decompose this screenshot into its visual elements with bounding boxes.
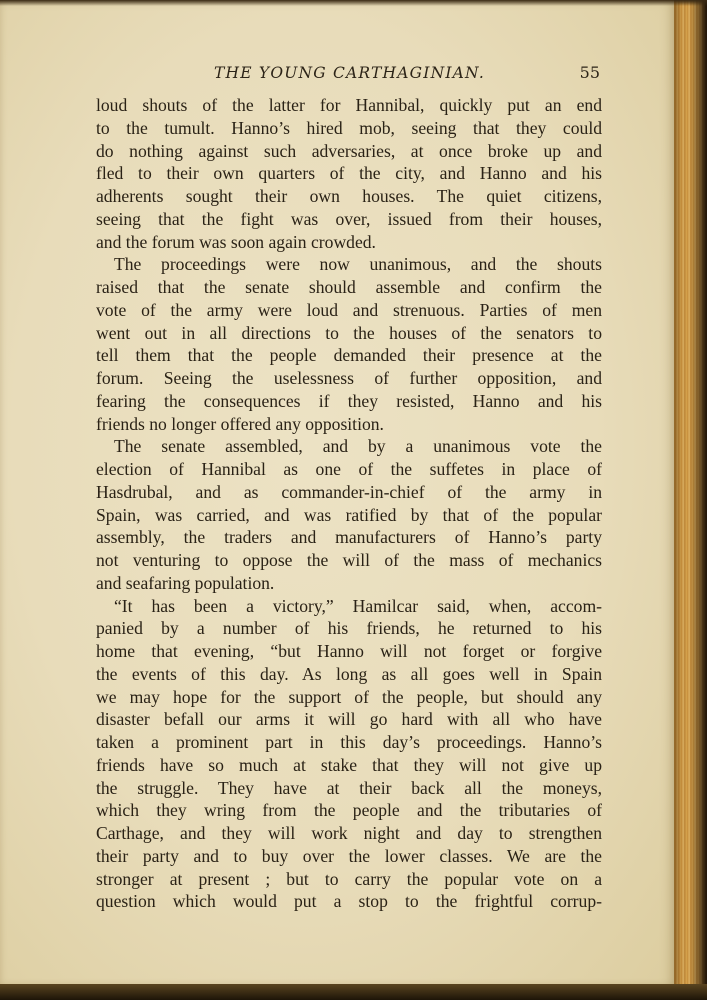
text-line: friends no longer offered any opposition. (96, 413, 384, 434)
text-line: their party and to buy over the lower classes. We are the (96, 845, 602, 866)
text-line: taken a prominent part in this day’s proceedings. Hanno’s (96, 732, 602, 752)
bottom-edge (0, 984, 707, 1000)
text-line: do nothing against such adversaries, at once broke up and (96, 140, 602, 161)
text-line: adherents sought their own houses. The quiet citizens, (96, 186, 602, 206)
page-number: 55 (579, 63, 600, 82)
text-line: the events of this day. As long as all goes well in Spain (96, 663, 602, 684)
binding-shadow (690, 0, 707, 1000)
text-line: not venturing to oppose the will of the mass of mechanics (96, 550, 602, 570)
text-line: stronger at present ; but to carry the popular vote on a (96, 868, 602, 889)
text-line: fearing the consequences if they resisted, Hanno and his (96, 390, 602, 411)
text-line: disaster befall our arms it will go hard with all who have (96, 709, 602, 730)
text-line: went out in all directions to the houses of the senators to (96, 322, 602, 343)
text-line: “It has been a victory,” Hamilcar said, when, accom- (114, 595, 602, 616)
text-line: Hasdrubal, and as commander-in-chief of the army in (96, 481, 602, 502)
text-line: to the tumult. Hanno’s hired mob, seeing that they could (96, 117, 602, 138)
text-line: forum. Seeing the uselessness of further opposition, and (96, 368, 602, 388)
text-line: Carthage, and they will work night and day to strengthen (96, 823, 602, 843)
text-line: Spain, was carried, and was ratified by that of the popular (96, 504, 602, 525)
page-header (96, 62, 602, 90)
text-line: and the forum was soon again crowded. (96, 231, 376, 252)
text-line: and seafaring population. (96, 572, 275, 593)
top-shadow (0, 0, 707, 6)
text-line: The senate assembled, and by a unanimous vote the (114, 436, 602, 457)
text-line: assembly, the traders and manufacturers of Hanno’s party (96, 527, 602, 548)
text-line: The proceedings were now unanimous, and the shouts (114, 254, 602, 275)
text-line: which they wring from the people and the tributaries of (96, 800, 602, 821)
text-line: friends have so much at stake that they will not give up (96, 754, 602, 775)
text-line: seeing that the fight was over, issued from their houses, (96, 208, 602, 229)
text-line: panied by a number of his friends, he returned to his (96, 618, 602, 639)
text-line: vote of the army were loud and strenuous. Parties of men (96, 299, 602, 320)
text-line: we may hope for the support of the people, but should any (96, 686, 602, 707)
text-line: fled to their own quarters of the city, and Hanno and his (96, 163, 602, 184)
text-line: home that evening, “but Hanno will not forget or forgive (96, 641, 602, 661)
text-line: raised that the senate should assemble and confirm the (96, 277, 602, 297)
text-line: election of Hannibal as one of the suffetes in place of (96, 459, 602, 479)
text-line: loud shouts of the latter for Hannibal, quickly put an end (96, 95, 602, 115)
text-line: question which would put a stop to the frightful corrup- (96, 891, 602, 912)
running-title: THE YOUNG CARTHAGINIAN. (214, 64, 485, 82)
text-line: the struggle. They have at their back all the moneys, (96, 777, 602, 798)
body-text (96, 94, 602, 913)
text-line: tell them that the people demanded their presence at the (96, 345, 602, 366)
